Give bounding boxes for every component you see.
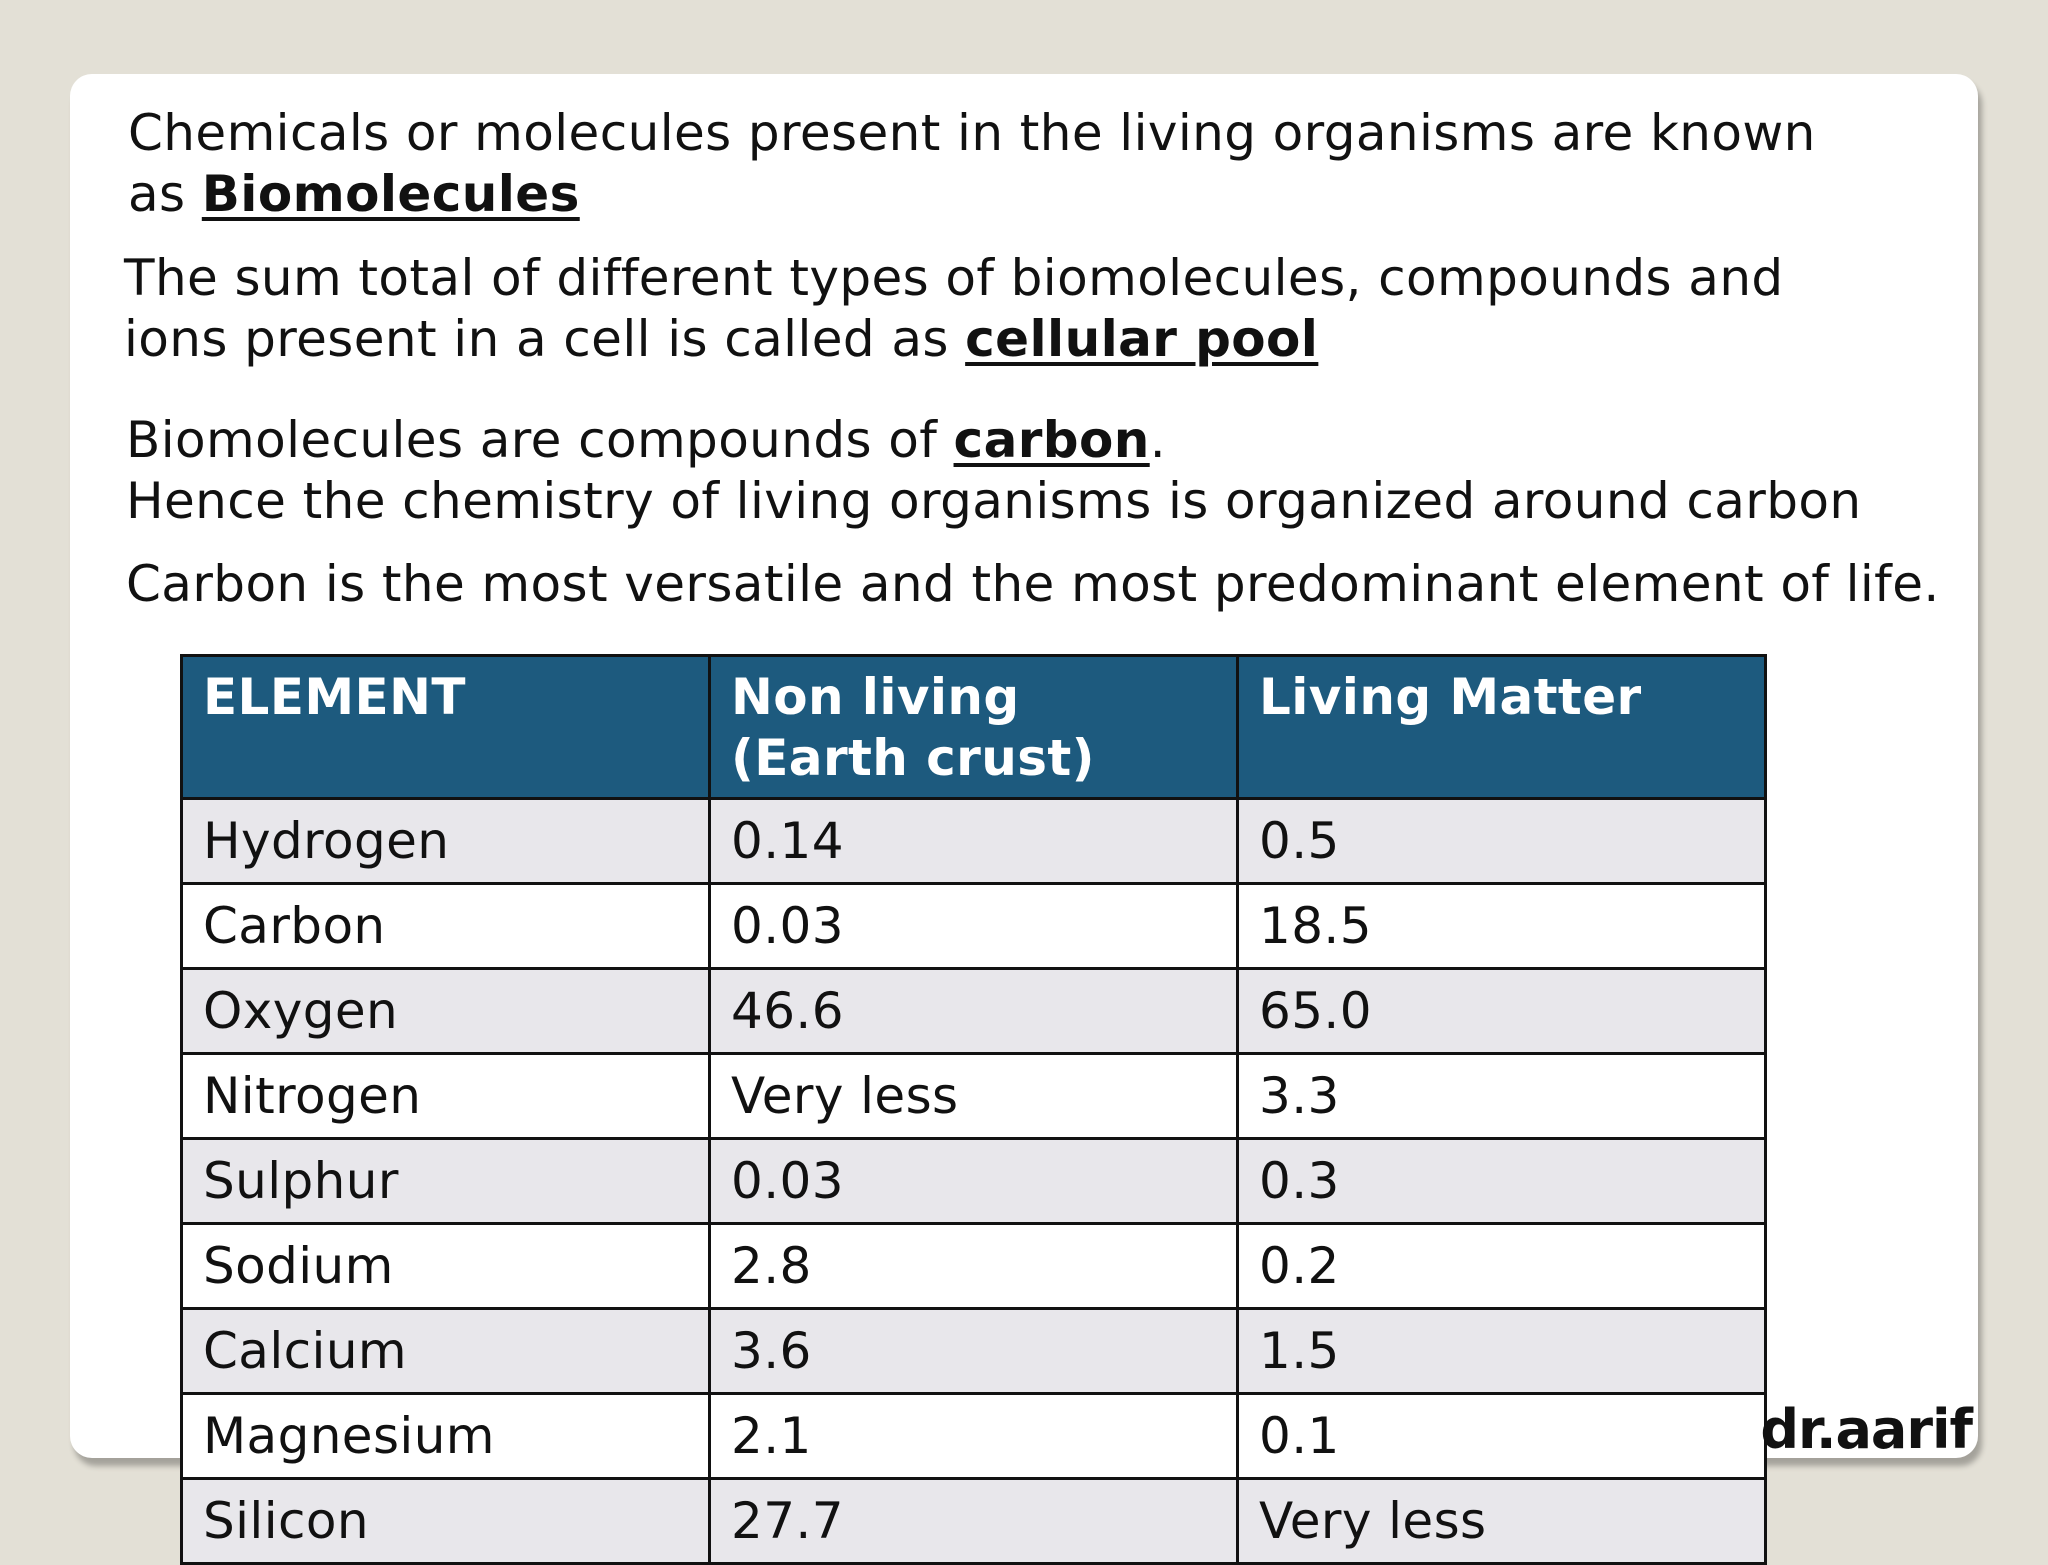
carbon-term: carbon <box>953 411 1150 469</box>
biomolecules-term: Biomolecules <box>201 165 580 223</box>
cell-element: Magnesium <box>182 1394 710 1479</box>
cell-element: Sodium <box>182 1224 710 1309</box>
cell-non-living: 2.1 <box>710 1394 1238 1479</box>
cell-element: Calcium <box>182 1309 710 1394</box>
cell-element: Hydrogen <box>182 799 710 884</box>
biomolecules-definition-prefix: as <box>128 165 202 223</box>
cellular-pool-definition <box>124 248 1784 370</box>
table-row <box>182 1224 1766 1309</box>
table-row <box>182 1479 1766 1564</box>
header-non-living-line1: Non living <box>731 668 1020 726</box>
cell-living-matter: 0.1 <box>1238 1394 1766 1479</box>
cell-non-living: 0.03 <box>710 884 1238 969</box>
header-non-living <box>710 656 1238 799</box>
cellular-pool-term: cellular pool <box>965 310 1319 368</box>
table-row <box>182 1309 1766 1394</box>
cell-element: Silicon <box>182 1479 710 1564</box>
carbon-versatility-text: Carbon is the most versatile and the most predominant element of life. <box>126 555 1940 613</box>
cell-element: Carbon <box>182 884 710 969</box>
cell-non-living: Very less <box>710 1054 1238 1139</box>
element-composition-table <box>180 654 1767 1565</box>
cell-non-living: 0.14 <box>710 799 1238 884</box>
header-element: ELEMENT <box>182 656 710 799</box>
cell-element: Nitrogen <box>182 1054 710 1139</box>
cell-living-matter: 0.2 <box>1238 1224 1766 1309</box>
carbon-statement <box>126 410 1861 532</box>
cell-non-living: 0.03 <box>710 1139 1238 1224</box>
table-row <box>182 969 1766 1054</box>
table-row <box>182 1394 1766 1479</box>
cell-living-matter: 0.3 <box>1238 1139 1766 1224</box>
cell-living-matter: 65.0 <box>1238 969 1766 1054</box>
cell-non-living: 46.6 <box>710 969 1238 1054</box>
brand-logo: dr.aarif <box>1760 1398 1972 1461</box>
header-living-matter: Living Matter <box>1238 656 1766 799</box>
cell-non-living: 27.7 <box>710 1479 1238 1564</box>
cell-living-matter: 0.5 <box>1238 799 1766 884</box>
cellular-pool-definition-prefix: ions present in a cell is called as <box>124 310 966 368</box>
carbon-versatility-statement <box>126 554 1940 615</box>
carbon-statement-line2: Hence the chemistry of living organisms is organized around carbon <box>126 472 1862 530</box>
cell-living-matter: 18.5 <box>1238 884 1766 969</box>
cell-non-living: 3.6 <box>710 1309 1238 1394</box>
table-row <box>182 1139 1766 1224</box>
cell-element: Oxygen <box>182 969 710 1054</box>
header-non-living-line2: (Earth crust) <box>731 729 1095 787</box>
biomolecules-definition <box>128 103 1816 225</box>
cell-non-living: 2.8 <box>710 1224 1238 1309</box>
cell-living-matter: Very less <box>1238 1479 1766 1564</box>
cell-living-matter: 3.3 <box>1238 1054 1766 1139</box>
cellular-pool-definition-line1: The sum total of different types of biomolecules, compounds and <box>124 249 1784 307</box>
cell-living-matter: 1.5 <box>1238 1309 1766 1394</box>
table-row <box>182 799 1766 884</box>
cell-element: Sulphur <box>182 1139 710 1224</box>
table-header-row <box>182 656 1766 799</box>
biomolecules-definition-line1: Chemicals or molecules present in the living organisms are known <box>128 104 1816 162</box>
carbon-statement-prefix: Biomolecules are compounds of <box>126 411 954 469</box>
table-row <box>182 1054 1766 1139</box>
table-row <box>182 884 1766 969</box>
carbon-statement-suffix: . <box>1149 411 1167 469</box>
